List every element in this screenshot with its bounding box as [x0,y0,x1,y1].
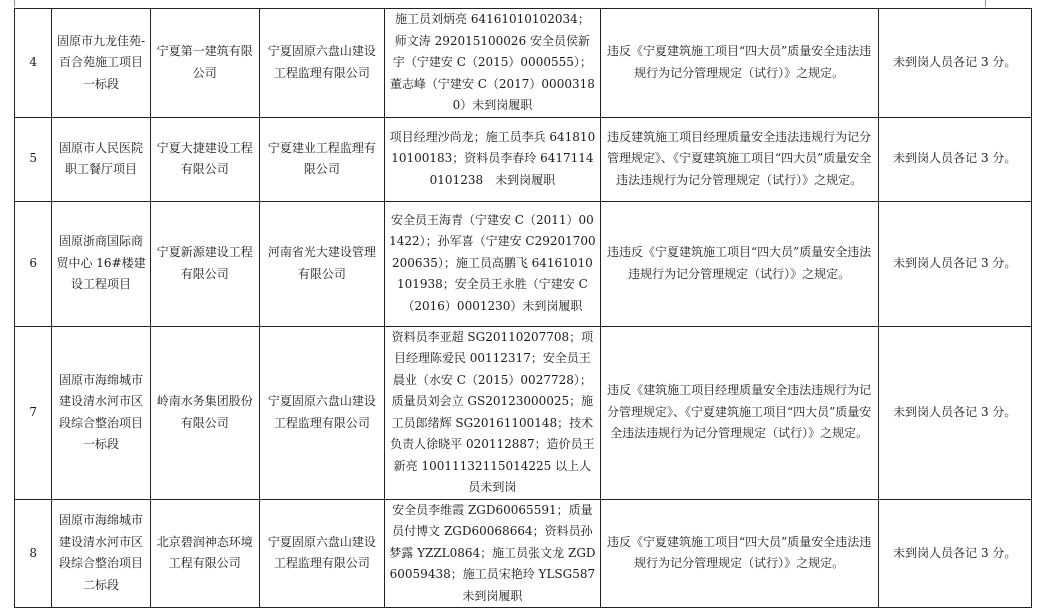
violated-rule-cell: 违反《宁夏建筑施工项目“四大员”质量安全违法违规行为记分管理规定（试行）》之规定。 [600,499,878,608]
penalty-cell: 未到岗人员各记 3 分。 [878,499,1031,608]
absent-personnel-cell: 资料员李亚超 SG20110207708；项目经理陈爱民 00112317；安全员王晨业（水安 C（2015）0027728）；质量员刘会立 GS20123000025；施工员郎绪辉 SG20161100148；技术负责人徐晓平 020112887；造价员王新亮 10011132115014225 以上人员未到岗 [385,326,601,499]
table-row [15,201,1032,326]
violation-record-table [14,8,1032,608]
table-row [15,499,1032,608]
penalty-cell: 未到岗人员各记 3 分。 [878,201,1031,326]
project-name-cell: 固原浙商国际商贸中心 16#楼建设工程项目 [52,201,150,326]
project-name-cell: 固原市海绵城市建设清水河市区段综合整治项目一标段 [52,326,150,499]
penalty-cell: 未到岗人员各记 3 分。 [878,9,1031,118]
builder-company-cell: 北京碧润神态环境工程有限公司 [150,499,259,608]
row-number: 6 [15,201,52,326]
builder-company-cell: 宁夏大捷建设工程有限公司 [150,117,259,201]
project-name-cell: 固原市人民医院职工餐厅项目 [52,117,150,201]
penalty-cell: 未到岗人员各记 3 分。 [878,117,1031,201]
row-number: 7 [15,326,52,499]
project-name-cell: 固原市九龙佳苑-百合苑施工项目一标段 [52,9,150,118]
row-number: 4 [15,9,52,118]
project-name-cell: 固原市海绵城市建设清水河市区段综合整治项目二标段 [52,499,150,608]
absent-personnel-cell: 安全员王海青（宁建安 C（2011）001422）；孙军喜（宁建安 C29201700200635）；施工员高鹏飞 64161010101938；安全员王永胜（宁建安 C（2016）0001230）未到岗履职 [385,201,601,326]
table-row [15,326,1032,499]
supervisor-company-cell: 宁夏固原六盘山建设工程监理有限公司 [259,499,384,608]
absent-personnel-cell: 施工员刘炳亮 64161010102034；师文涛 292015100026 安全员侯新宇（宁建安 C（2015）0000555）；董志峰（宁建安 C（2017）00003180）未到岗履职 [385,9,601,118]
builder-company-cell: 宁夏新源建设工程有限公司 [150,201,259,326]
table-row [15,9,1032,118]
violated-rule-cell: 违反《建筑施工项目经理质量安全违法违规行为记分管理规定》、《宁夏建筑施工项目“四大员”质量安全违法违规行为记分管理规定（试行）》之规定。 [600,326,878,499]
supervisor-company-cell: 河南省光大建设管理有限公司 [259,201,384,326]
table-row [15,117,1032,201]
absent-personnel-cell: 安全员李维霞 ZGD60065591；质量员付博文 ZGD60068664；资料员孙梦露 YZZL0864；施工员张文龙 ZGD60059438；施工员宋艳玲 YLSG587 未到岗履职 [385,499,601,608]
builder-company-cell: 宁夏第一建筑有限公司 [150,9,259,118]
page-top-rule [0,0,1054,8]
absent-personnel-cell: 项目经理沙尚龙；施工员李兵 64181010100183；资料员李春玲 64171140101238 未到岗履职 [385,117,601,201]
violated-rule-cell: 违反建筑施工项目经理质量安全违法违规行为记分管理规定》、《宁夏建筑施工项目“四大员”质量安全违法违规行为记分管理规定（试行）》之规定。 [600,117,878,201]
builder-company-cell: 岭南水务集团股份有限公司 [150,326,259,499]
penalty-cell: 未到岗人员各记 3 分。 [878,326,1031,499]
violated-rule-cell: 违违反《宁夏建筑施工项目“四大员”质量安全违法违规行为记分管理规定（试行）》之规定。 [600,201,878,326]
supervisor-company-cell: 宁夏固原六盘山建设工程监理有限公司 [259,326,384,499]
supervisor-company-cell: 宁夏固原六盘山建设工程监理有限公司 [259,9,384,118]
top-rule-tick [14,0,15,7]
row-number: 8 [15,499,52,608]
violated-rule-cell: 违反《宁夏建筑施工项目“四大员”质量安全违法违规行为记分管理规定（试行）》之规定。 [600,9,878,118]
supervisor-company-cell: 宁夏建业工程监理有限公司 [259,117,384,201]
row-number: 5 [15,117,52,201]
top-rule-tick [985,0,986,7]
